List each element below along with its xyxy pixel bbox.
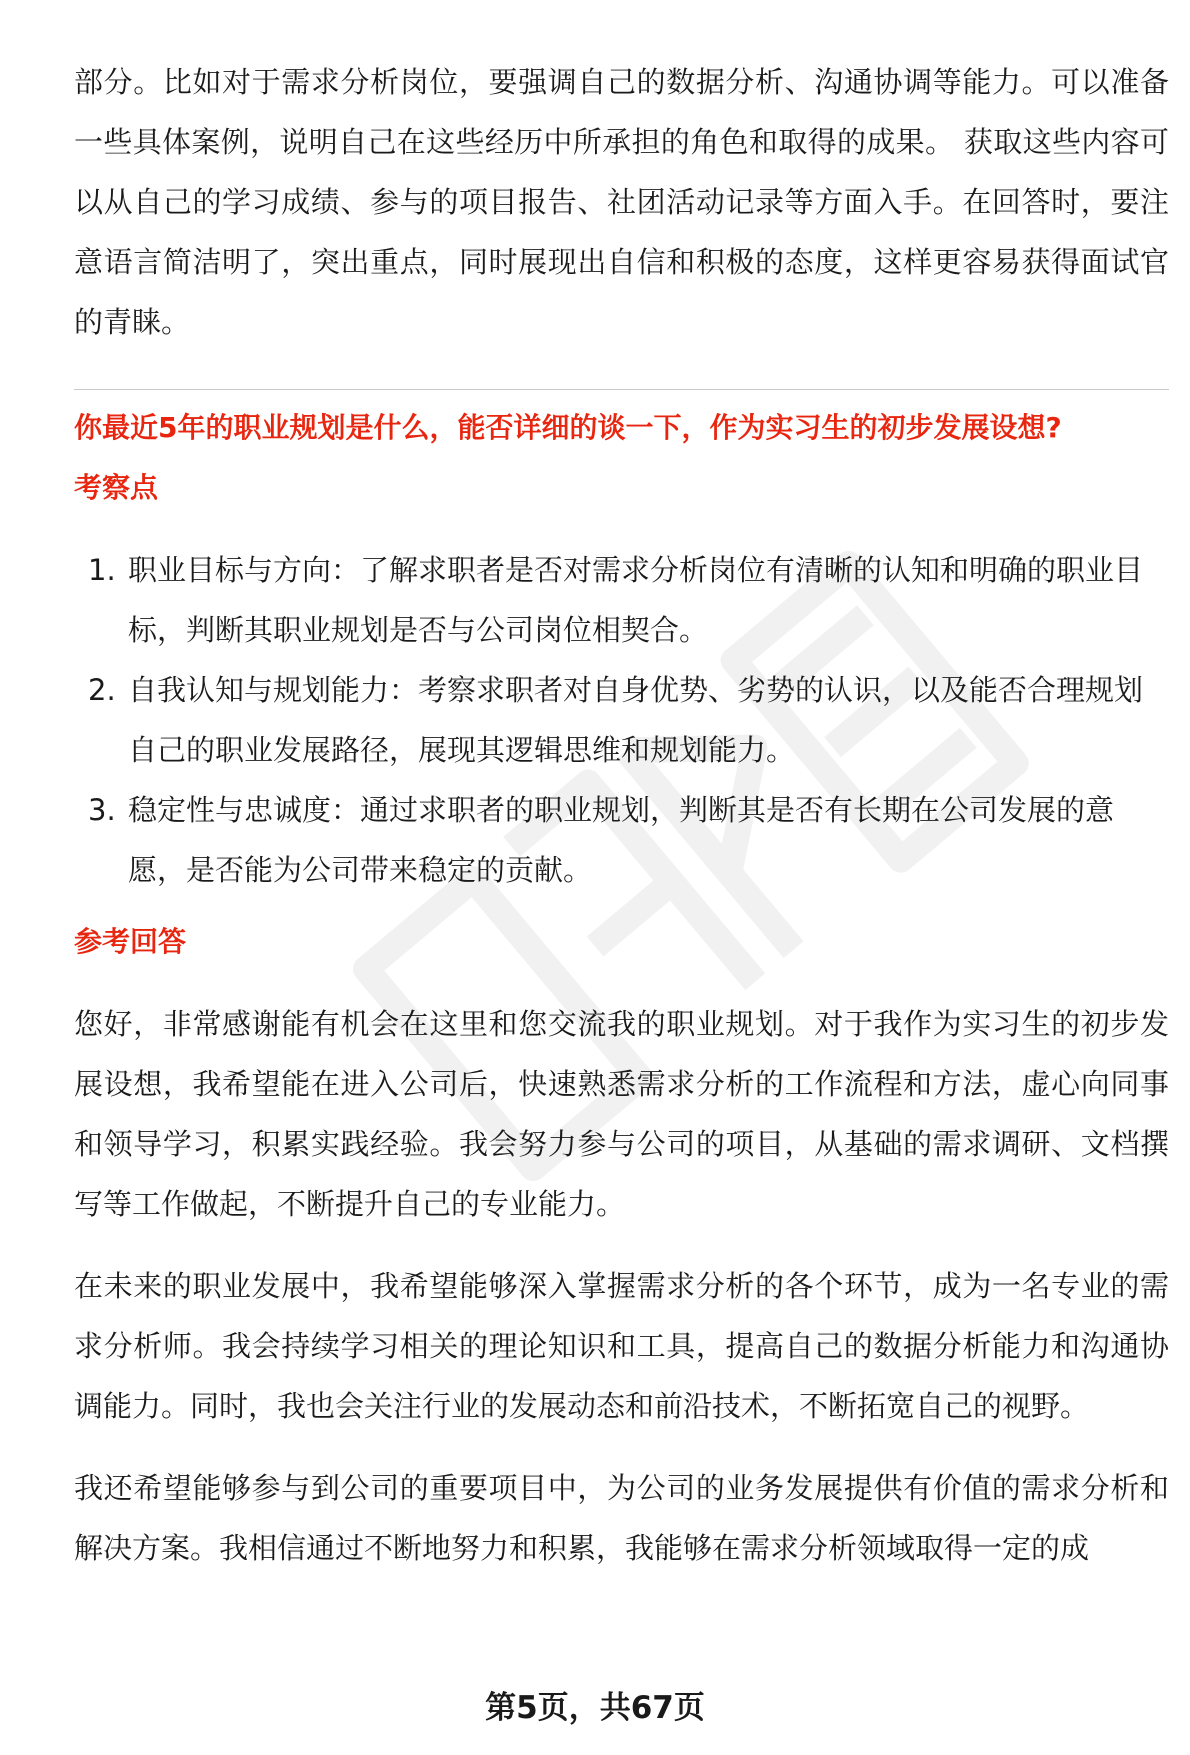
answer-paragraph: 我还希望能够参与到公司的重要项目中，为公司的业务发展提供有价值的需求分析和解决方案。我相信通过不断地努力和积累，我能够在需求分析领域取得一定的成 xyxy=(74,1471,1169,1565)
focus-point-text: 自我认知与规划能力：考察求职者对自身优势、劣势的认识，以及能否合理规划自己的职业发展路径，展现其逻辑思维和规划能力。 xyxy=(128,673,1144,767)
page-number: 第5页，共67页 xyxy=(485,1690,705,1726)
focus-point-item xyxy=(74,780,1169,900)
answer-paragraph: 在未来的职业发展中，我希望能够深入掌握需求分析的各个环节，成为一名专业的需求分析师。我会持续学习相关的理论知识和工具，提高自己的数据分析能力和沟通协调能力。同时，我也会关注行业的发展动态和前沿技术，不断拓宽自己的视野。 xyxy=(74,1269,1169,1423)
focus-point-item xyxy=(74,660,1169,780)
focus-point-number: 2. xyxy=(88,673,116,707)
focus-point-number: 1. xyxy=(88,553,116,587)
focus-point-text: 职业目标与方向：了解求职者是否对需求分析岗位有清晰的认知和明确的职业目标，判断其职业规划是否与公司岗位相契合。 xyxy=(128,553,1144,647)
focus-point-text: 稳定性与忠诚度：通过求职者的职业规划，判断其是否有长期在公司发展的意愿，是否能为公司带来稳定的贡献。 xyxy=(128,793,1115,887)
intro-paragraph: 部分。比如对于需求分析岗位，要强调自己的数据分析、沟通协调等能力。可以准备一些具体案例，说明自己在这些经历中所承担的角色和取得的成果。 获取这些内容可以从自己的学习成绩、参与的项目报告、社团活动记录等方面入手。在回答时，要注意语言简洁明了，突出重点，同时展现出自信和积极的态度，这样更容易获得面试官的青睐。 xyxy=(74,65,1169,339)
focus-points-list xyxy=(74,540,1169,900)
section-divider xyxy=(74,389,1169,390)
focus-point-number: 3. xyxy=(88,793,116,827)
focus-point-item xyxy=(74,540,1169,660)
question-title: 你最近5年的职业规划是什么，能否详细的谈一下，作为实习生的初步发展设想? xyxy=(74,411,1062,444)
focus-label: 考察点 xyxy=(74,471,159,504)
answer-paragraph: 您好，非常感谢能有机会在这里和您交流我的职业规划。对于我作为实习生的初步发展设想，我希望能在进入公司后，快速熟悉需求分析的工作流程和方法，虚心向同事和领导学习，积累实践经验。我会努力参与公司的项目，从基础的需求调研、文档撰写等工作做起，不断提升自己的专业能力。 xyxy=(74,1007,1169,1221)
answer-label: 参考回答 xyxy=(74,925,187,958)
page-content xyxy=(74,52,1169,1578)
